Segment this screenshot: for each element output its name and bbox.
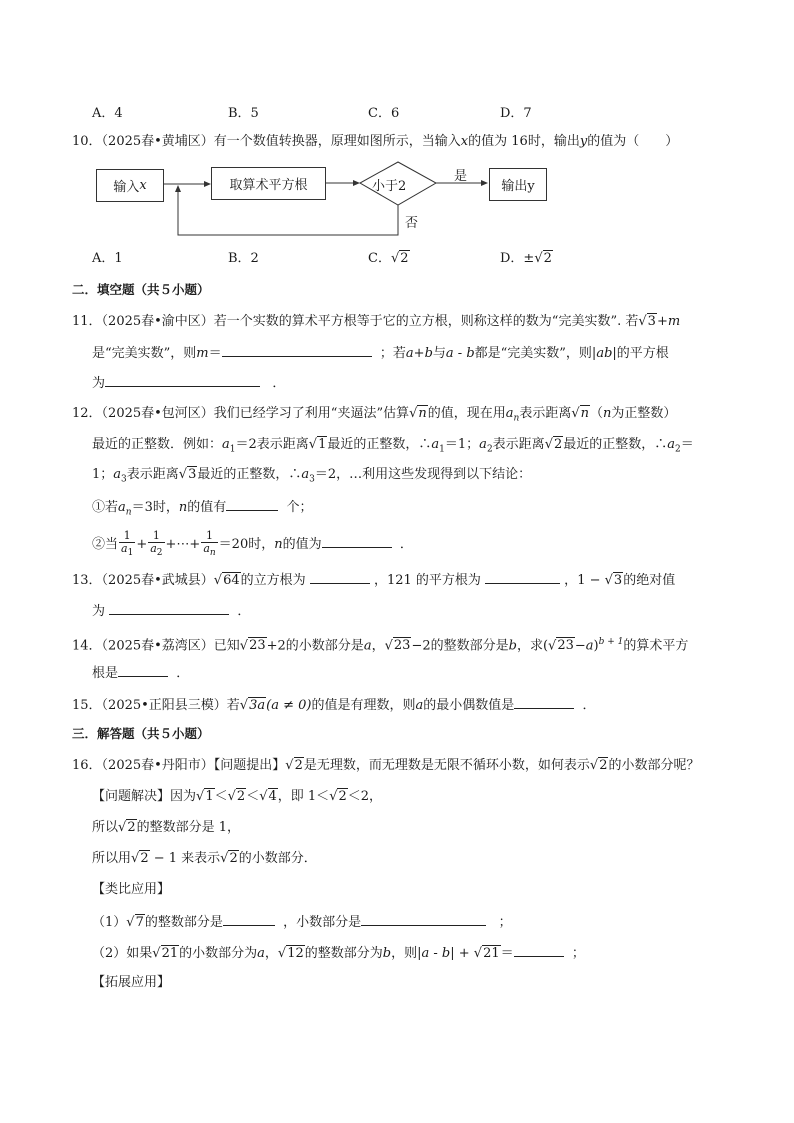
q14-blank-1 <box>118 662 168 677</box>
section-2-heading: 二．填空题（共５小题） <box>72 282 210 297</box>
q13-line-1: 13．（2025春•武城县）√64的立方根为 ，121 的平方根为 ，1 − √3的绝对值 <box>72 569 675 591</box>
q10-option-b: B．2 <box>228 251 259 266</box>
q16-analogy-heading: 【类比应用】 <box>92 882 171 897</box>
q16-line-1: 16．（2025春•丹阳市）【问题提出】√2是无理数，而无理数是无限不循环小数，如何表示√2的小数部分呢？ <box>72 758 700 773</box>
flow-decision-label: 小于2 <box>372 179 407 194</box>
q14-line-1: 14．（2025春•荔湾区）已知√23+2的小数部分是a，√23−2的整数部分是b，求$(√23-a)^{b + 1}$的算术平方 <box>72 637 689 654</box>
q11-line-3: 为 ． <box>92 372 285 394</box>
q13-blank-1 <box>310 569 370 584</box>
flow-sqrt-box: 取算术平方根 <box>211 167 326 200</box>
q9-option-d: D．7 <box>500 106 532 121</box>
q9-option-b: B．5 <box>228 106 259 121</box>
q10-option-a: A．1 <box>92 251 123 266</box>
q12-line-1: 12．（2025春•包河区）我们已经学习了利用“夹逼法”估算√n的值，现在用$a_n$表示距离√n（n为正整数） <box>72 406 677 424</box>
flow-no-label: 否 <box>405 216 419 231</box>
q12-blank-2 <box>322 533 392 548</box>
q16-part-1: （1）√7的整数部分是 ，小数部分是 ； <box>92 911 512 933</box>
q10-option-d: D．±√2 <box>500 251 552 266</box>
q16-line-2: 【问题解决】因为√1＜√2＜√4，即 1＜√2＜2， <box>92 789 383 804</box>
q13-blank-3 <box>109 600 229 615</box>
q14-line-2: 根是 ． <box>92 662 189 684</box>
q9-option-c: C．6 <box>368 106 400 121</box>
q12-line-2: 最近的正整数．例如：$a_1=2$表示距离√1最近的正整数，$\therefore a_1=1$；$a_2$表示距离√2最近的正整数，$\therefore a_2=$ <box>92 437 694 455</box>
section-3-heading: 三．解答题（共５小题） <box>72 726 210 741</box>
q11-blank-2 <box>105 372 260 387</box>
q16-line-4: 所以用√2 − 1 来表示√2的小数部分． <box>92 851 317 866</box>
q13-line-2: 为 ． <box>92 600 250 622</box>
q12-item-2: ②当 $\frac{1}{a_1}$ + $\frac{1}{a_2}$ +⋯+ $\frac{1}{a_n}$ ＝20时，n的值为 ． <box>92 529 413 559</box>
q16-blank-3 <box>514 942 564 957</box>
q12-blank-1 <box>226 496 278 511</box>
flow-output-box: 输出y <box>489 168 547 201</box>
flow-arrows <box>0 0 794 260</box>
flow-input-box: 输入 x <box>96 169 164 202</box>
q12-line-3: 1；$a_3$表示距离√3最近的正整数，$\therefore a_3=2$，…利用这些发现得到以下结论： <box>92 467 532 485</box>
q13-blank-2 <box>485 569 560 584</box>
q10-stem: 10．（2025春•黄埔区）有一个数值转换器，原理如图所示，当输入x的值为 16时，输出y的值为（ ） <box>72 134 679 149</box>
q12-item-1: ①若$a_n=3$时，n的值有 个； <box>92 496 313 523</box>
q16-blank-2 <box>361 911 486 926</box>
q11-line-2: 是“完美实数”，则m＝ ；若a+b与a - b都是“完美实数”，则|ab|的平方根 <box>92 342 669 364</box>
q15-line-1: 15．（2025•正阳县三模）若√3a(a ≠ 0)的值是有理数，则a的最小偶数值是 ． <box>72 694 596 716</box>
q9-option-a: A．4 <box>92 106 123 121</box>
q16-line-3: 所以√2的整数部分是 1， <box>92 820 240 835</box>
q10-option-c: C．√2 <box>368 251 409 266</box>
q15-blank-1 <box>514 694 574 709</box>
q11-line-1: 11．（2025春•渝中区）若一个实数的算术平方根等于它的立方根，则称这样的数为“完美实数”. 若√3+m <box>72 314 681 329</box>
q16-blank-1 <box>223 911 275 926</box>
q16-extension-heading: 【拓展应用】 <box>92 975 171 990</box>
flow-yes-label: 是 <box>454 169 468 184</box>
q16-part-2: （2）如果√21的小数部分为a，√12的整数部分为b，则|a - b| + √21＝ ； <box>92 942 585 964</box>
q11-blank-1 <box>222 342 372 357</box>
